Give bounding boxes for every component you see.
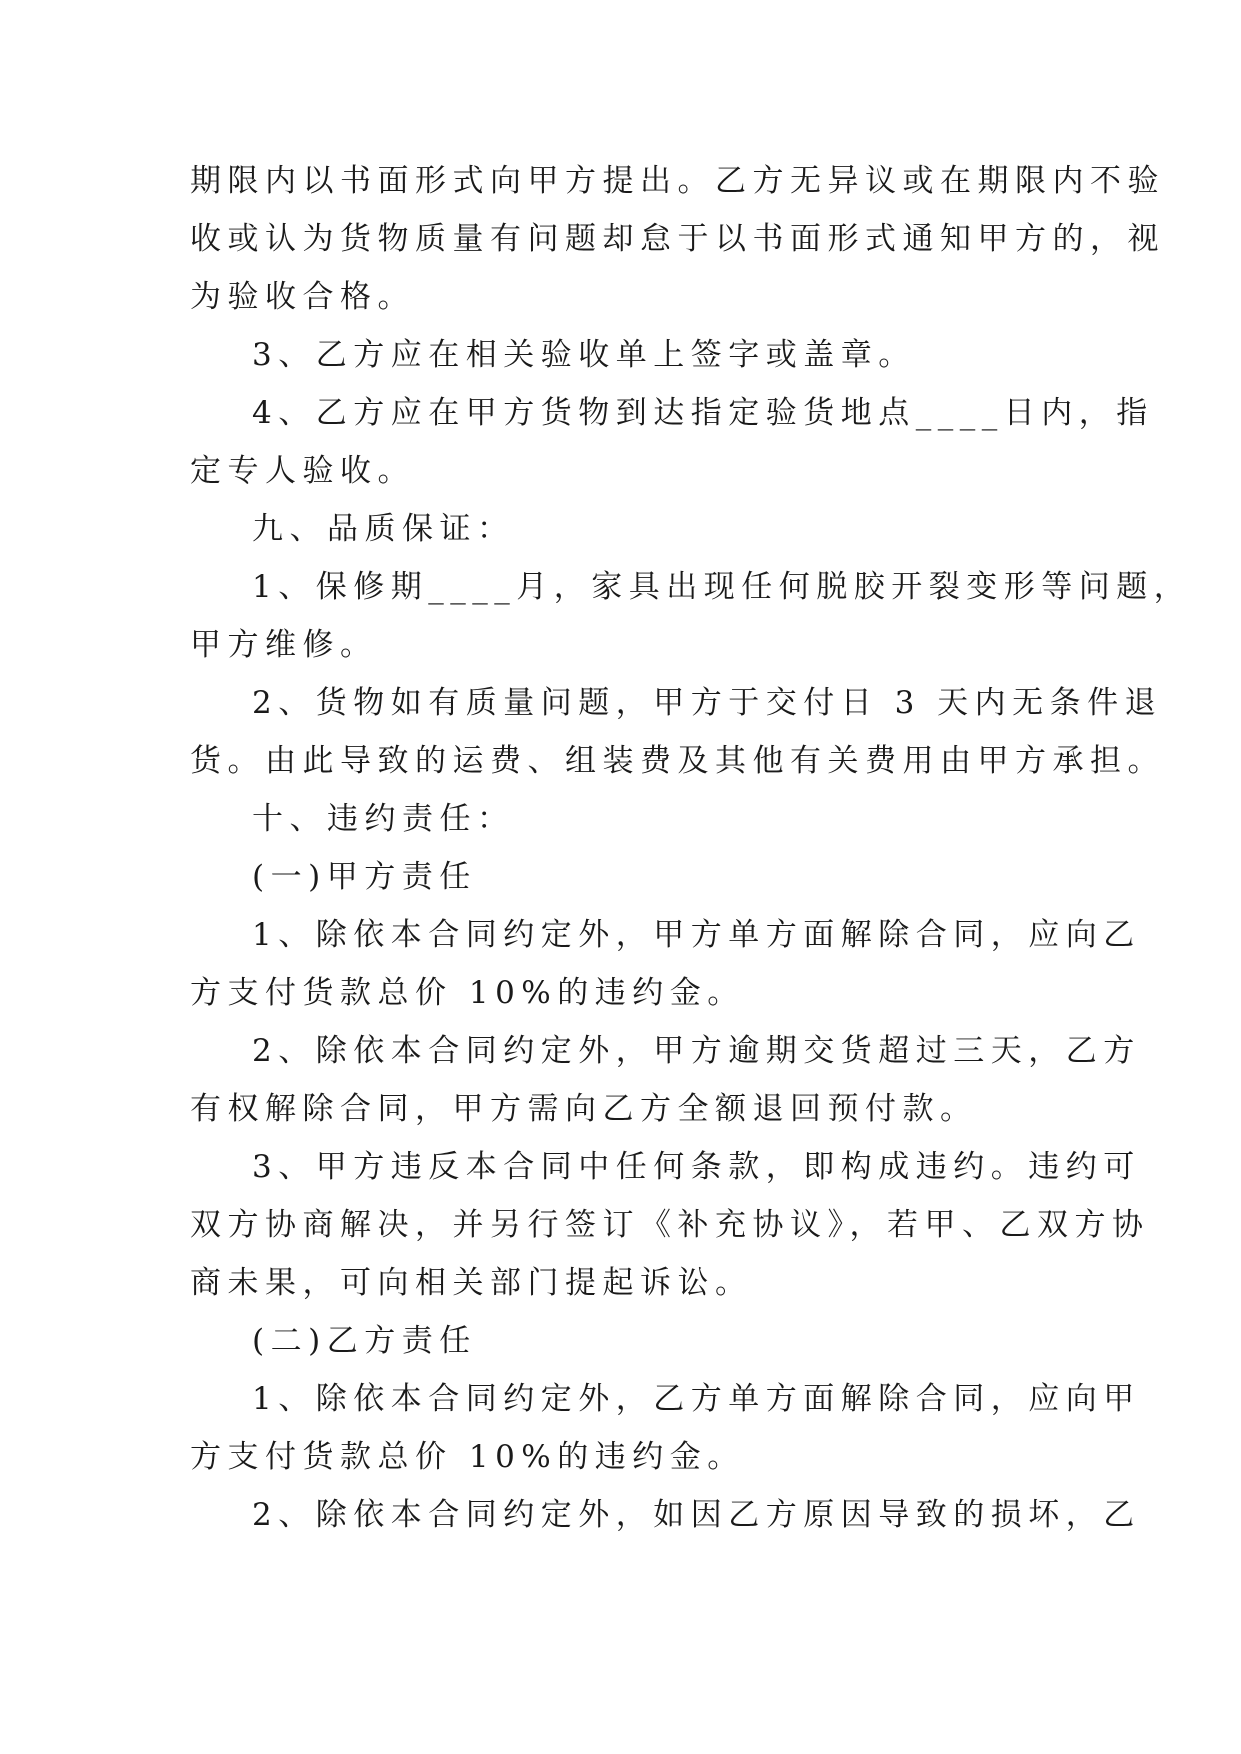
text-line: 甲方维修。 [190,627,378,663]
paragraph-party-b-1 [190,1370,1141,1486]
document-body [190,152,1192,1544]
text-line: 商未果，可向相关部门提起诉讼。 [190,1265,753,1301]
text-line: 3、乙方应在相关验收单上签字或盖章。 [252,337,916,373]
subheading-party-b [190,1312,1055,1370]
paragraph-party-a-3 [190,1138,1150,1312]
section-heading-liability [190,790,1055,848]
paragraph-party-a-2 [190,1022,1141,1138]
text-line: 1、除依本合同约定外，乙方单方面解除合同，应向甲 [252,1381,1141,1417]
paragraph-party-a-1 [190,906,1141,1022]
text-line: (二)乙方责任 [252,1323,477,1359]
text-line: 方支付货款总价 10%的违约金。 [190,975,745,1011]
text-line: 双方协商解决，并另行签订《补充协议》，若甲、乙双方协 [190,1207,1150,1243]
text-line: 十、违约责任： [252,801,515,837]
text-line: 期限内以书面形式向甲方提出。乙方无异议或在期限内不验 [190,163,1165,199]
text-line: 收或认为货物质量有问题却怠于以书面形式通知甲方的，视 [190,221,1165,257]
paragraph-quality-2 [190,674,1165,790]
text-line: 2、货物如有质量问题，甲方于交付日 3 天内无条件退 [252,685,1163,721]
text-line: 1、保修期____月，家具出现任何脱胶开裂变形等问题， [252,569,1192,605]
text-line: 3、甲方违反本合同中任何条款，即构成违约。违约可 [252,1149,1141,1185]
text-line: 方支付货款总价 10%的违约金。 [190,1439,745,1475]
text-line: (一)甲方责任 [252,859,477,895]
paragraph-quality-1 [190,558,1192,674]
paragraph-acceptance-continued [190,152,1165,326]
paragraph-acceptance-3 [190,326,1055,384]
subheading-party-a [190,848,1055,906]
text-line: 有权解除合同，甲方需向乙方全额退回预付款。 [190,1091,978,1127]
paragraph-party-b-2 [190,1486,1141,1544]
text-line: 2、除依本合同约定外，甲方逾期交货超过三天，乙方 [252,1033,1141,1069]
section-heading-quality [190,500,1055,558]
text-line: 1、除依本合同约定外，甲方单方面解除合同，应向乙 [252,917,1141,953]
text-line: 4、乙方应在甲方货物到达指定验货地点____日内，指 [252,395,1154,431]
text-line: 货。由此导致的运费、组装费及其他有关费用由甲方承担。 [190,743,1165,779]
paragraph-acceptance-4 [190,384,1154,500]
text-line: 九、品质保证： [252,511,515,547]
text-line: 为验收合格。 [190,279,415,315]
text-line: 定专人验收。 [190,453,415,489]
text-line: 2、除依本合同约定外，如因乙方原因导致的损坏，乙 [252,1497,1141,1533]
